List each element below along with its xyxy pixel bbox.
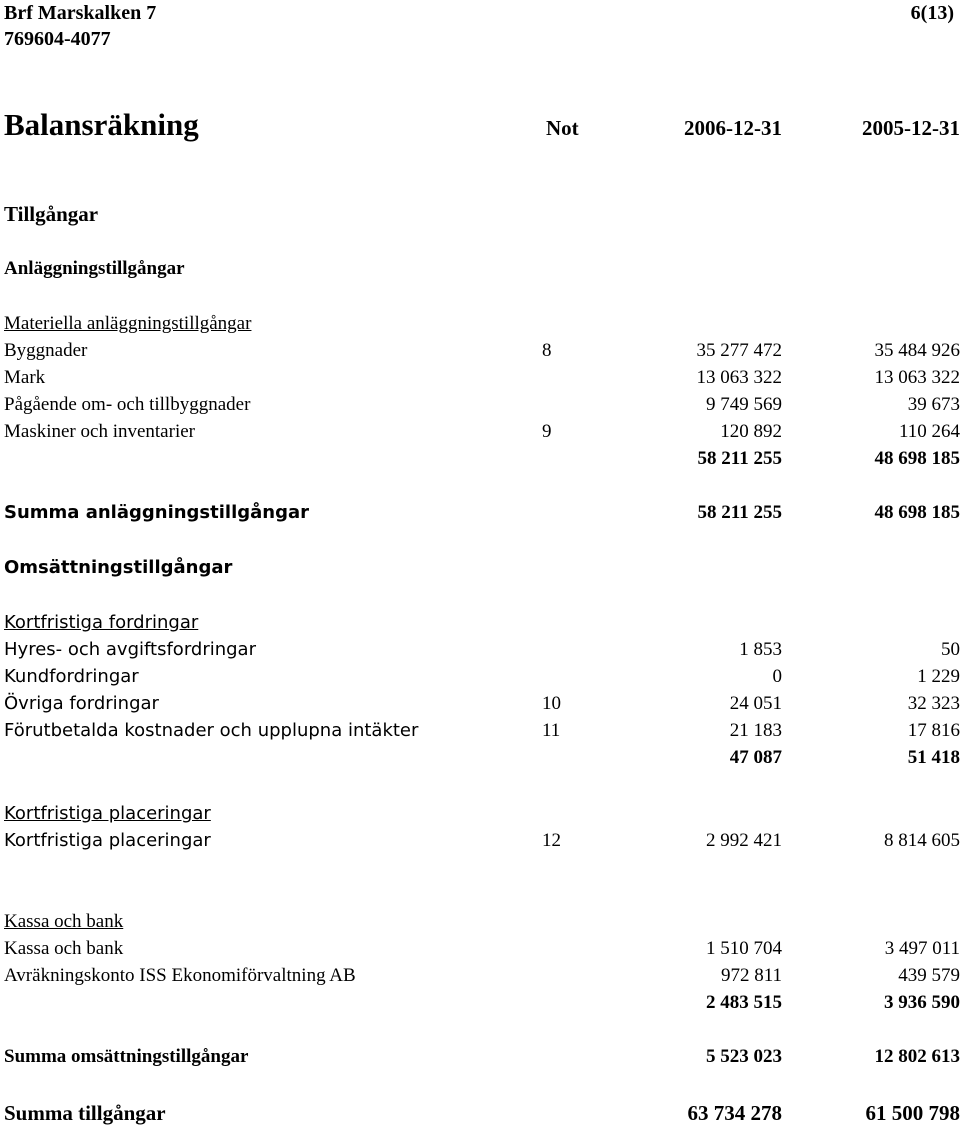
subtotal-row: 47 087 51 418 xyxy=(729,747,960,768)
table-row: Byggnader 8 35 277 472 35 484 926 xyxy=(4,340,960,361)
column-header-note: Not xyxy=(546,116,579,140)
subtotal-row: 2 483 515 3 936 590 xyxy=(706,992,960,1013)
subsection-heading-cash: Kassa och bank xyxy=(4,911,124,932)
column-header-year2: 2005-12-31 xyxy=(862,116,960,140)
table-row: Maskiner och inventarier 9 120 892 110 264 xyxy=(4,421,960,442)
table-row: Kortfristiga placeringar 12 2 992 421 8 814 605 xyxy=(4,830,960,851)
section-heading-current-assets: Omsättningstillgångar xyxy=(4,557,233,578)
table-row: Hyres- och avgiftsfordringar 1 853 50 xyxy=(4,639,960,660)
column-header-year1: 2006-12-31 xyxy=(684,116,782,140)
table-row: Avräkningskonto ISS Ekonomiförvaltning AB 972 811 439 579 xyxy=(4,965,960,986)
org-name: Brf Marskalken 7 xyxy=(4,2,157,24)
sum-assets-row: Summa tillgångar 63 734 278 61 500 798 xyxy=(4,1101,960,1125)
page-title: Balansräkning xyxy=(4,107,199,142)
subsection-heading-receivables: Kortfristiga fordringar xyxy=(4,612,199,633)
subtotal-row: 58 211 255 48 698 185 xyxy=(697,448,960,469)
section-heading-fixed-assets: Anläggningstillgångar xyxy=(4,258,185,279)
table-row: Övriga fordringar 10 24 051 32 323 xyxy=(4,693,960,714)
sum-current-assets-row: Summa omsättningstillgångar 5 523 023 12 802 613 xyxy=(4,1046,960,1067)
page-number: 6(13) xyxy=(910,2,954,24)
table-row: Mark 13 063 322 13 063 322 xyxy=(4,367,960,388)
title-row xyxy=(4,106,960,146)
subsection-heading-investments: Kortfristiga placeringar xyxy=(4,803,211,824)
org-info xyxy=(4,0,156,52)
section-heading-assets: Tillgångar xyxy=(4,202,99,226)
table-row: Pågående om- och tillbyggnader 9 749 569 39 673 xyxy=(4,394,960,415)
table-row: Kassa och bank 1 510 704 3 497 011 xyxy=(4,938,960,959)
org-number: 769604-4077 xyxy=(4,28,111,50)
subsection-heading-tangible: Materiella anläggningstillgångar xyxy=(4,313,252,334)
table-row: Förutbetalda kostnader och upplupna intäkter 11 21 183 17 816 xyxy=(4,720,960,741)
table-row: Kundfordringar 0 1 229 xyxy=(4,666,960,687)
sum-fixed-assets-row: Summa anläggningstillgångar 58 211 255 48 698 185 xyxy=(4,502,960,523)
